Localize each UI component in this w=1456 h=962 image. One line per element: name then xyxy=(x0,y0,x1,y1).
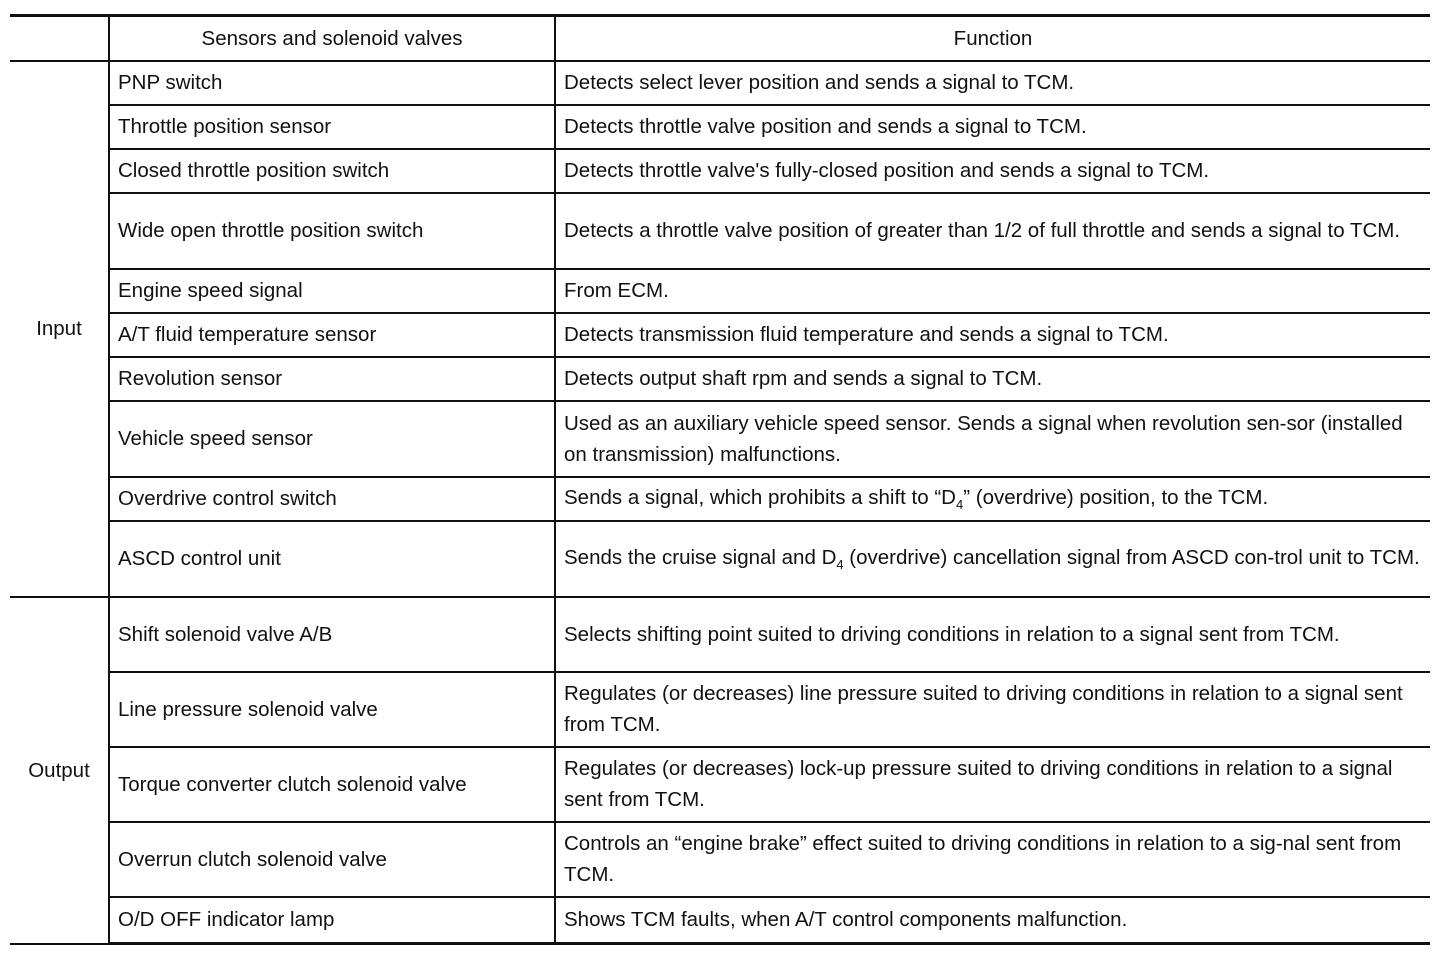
function-cell: Detects throttle valve position and sends a signal to TCM. xyxy=(555,105,1430,149)
component-name-cell: Torque converter clutch solenoid valve xyxy=(109,747,555,822)
function-cell: Used as an auxiliary vehicle speed sensor. Sends a signal when revolution sen-sor (installed on transmission) malfunctions. xyxy=(555,401,1430,477)
component-name-cell: Vehicle speed sensor xyxy=(109,401,555,477)
header-function-cell: Function xyxy=(555,16,1430,61)
table-header xyxy=(10,16,1430,61)
component-name-cell: Throttle position sensor xyxy=(109,105,555,149)
component-name-cell: A/T fluid temperature sensor xyxy=(109,313,555,357)
table-row xyxy=(10,357,1430,401)
function-cell: Shows TCM faults, when A/T control components malfunction. xyxy=(555,897,1430,944)
function-cell: From ECM. xyxy=(555,269,1430,313)
component-name-cell: Overrun clutch solenoid valve xyxy=(109,822,555,897)
table-row xyxy=(10,597,1430,672)
component-name-cell: Overdrive control switch xyxy=(109,477,555,521)
subscript-text: 4 xyxy=(955,497,964,512)
function-cell: Regulates (or decreases) line pressure suited to driving conditions in relation to a signal sent from TCM. xyxy=(555,672,1430,747)
header-components-cell: Sensors and solenoid valves xyxy=(109,16,555,61)
function-cell: Sends the cruise signal and $D_4$ (overdrive) cancellation signal from ASCD con-trol unit to TCM. xyxy=(555,521,1430,597)
component-function-table xyxy=(10,14,1430,945)
function-cell: Detects throttle valve's fully-closed position and sends a signal to TCM. xyxy=(555,149,1430,193)
component-name-cell: ASCD control unit xyxy=(109,521,555,597)
function-cell: Selects shifting point suited to driving conditions in relation to a signal sent from TCM. xyxy=(555,597,1430,672)
component-name-cell: O/D OFF indicator lamp xyxy=(109,897,555,944)
header-category-cell xyxy=(10,16,109,61)
component-name-cell: Line pressure solenoid valve xyxy=(109,672,555,747)
table-row xyxy=(10,269,1430,313)
table-row xyxy=(10,822,1430,897)
function-cell: Detects select lever position and sends a signal to TCM. xyxy=(555,61,1430,105)
table-row xyxy=(10,149,1430,193)
component-name-cell: PNP switch xyxy=(109,61,555,105)
function-cell: Detects transmission fluid temperature and sends a signal to TCM. xyxy=(555,313,1430,357)
table-row xyxy=(10,193,1430,269)
category-cell-input: Input xyxy=(10,61,109,597)
subscript-text: 4 xyxy=(836,557,844,572)
function-cell: Sends a signal, which prohibits a shift to “$D_4$” (overdrive) position, to the TCM. xyxy=(555,477,1430,521)
function-cell: Regulates (or decreases) lock-up pressure suited to driving conditions in relation to a signal sent from TCM. xyxy=(555,747,1430,822)
component-name-cell: Closed throttle position switch xyxy=(109,149,555,193)
table-row xyxy=(10,897,1430,944)
function-cell: Detects a throttle valve position of greater than 1/2 of full throttle and sends a signal to TCM. xyxy=(555,193,1430,269)
category-cell-output: Output xyxy=(10,597,109,944)
table-body xyxy=(10,61,1430,944)
table-row xyxy=(10,747,1430,822)
table-row xyxy=(10,105,1430,149)
header-row xyxy=(10,16,1430,61)
table-row xyxy=(10,477,1430,521)
table-row xyxy=(10,672,1430,747)
table-row xyxy=(10,521,1430,597)
component-name-cell: Engine speed signal xyxy=(109,269,555,313)
table-row xyxy=(10,313,1430,357)
function-cell: Detects output shaft rpm and sends a signal to TCM. xyxy=(555,357,1430,401)
table-row xyxy=(10,401,1430,477)
function-cell: Controls an “engine brake” effect suited to driving conditions in relation to a sig-nal sent from TCM. xyxy=(555,822,1430,897)
component-name-cell: Revolution sensor xyxy=(109,357,555,401)
component-name-cell: Shift solenoid valve A/B xyxy=(109,597,555,672)
component-name-cell: Wide open throttle position switch xyxy=(109,193,555,269)
table-row xyxy=(10,61,1430,105)
